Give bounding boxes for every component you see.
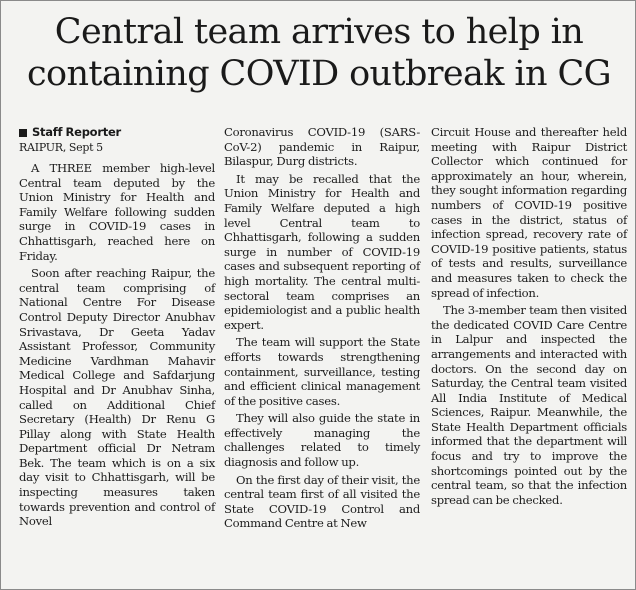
dateline: RAIPUR, Sept 5 (19, 141, 103, 154)
byline (19, 125, 215, 140)
column-1 (19, 125, 215, 529)
paragraph: On the first day of their visit, the central team first of all visited the State COVID-19 Control and Command Centre at New (224, 472, 420, 531)
column-3 (431, 125, 627, 507)
paragraph: They will also guide the state in effectively managing the challenges related to timely diagnosis and follow up. (224, 411, 420, 470)
byline-text: Staff Reporter (32, 125, 121, 139)
paragraph: The team will support the State efforts towards strengthening containment, surveillance, testing and efficient clinical management of the positive cases. (224, 335, 420, 408)
paragraph: Coronavirus COVID-19 (SARS-CoV-2) pandemic in Raipur, Bilaspur, Durg districts. (224, 125, 420, 169)
headline: Central team arrives to help in containing COVID outbreak in CG (26, 12, 612, 94)
paragraph: The 3-member team then visited the dedicated COVID Care Centre in Lalpur and inspected the arrangements and interacted with doctors. On the second day on Saturday, the Central team visited All India Institute of Medical Sciences, Raipur. Meanwhile, the State Health Department officials informed that the department will focus and try to improve the shortcomings pointed out by the central team, so that the infection spread can be checked. (431, 303, 627, 507)
paragraph: A THREE member high-level Central team deputed by the Union Ministry for Health and Family Welfare following sudden surge in COVID-19 cases in Chhattisgarh, reached here on Friday. (19, 161, 215, 263)
paragraph: Circuit House and thereafter held meeting with Raipur District Collector which continued for approximately an hour, wherein, they sought information regarding numbers of COVID-19 positive cases in the district, status of infection spread, recovery rate of COVID-19 positive patients, status of tests and results, surveillance and measures taken to check the spread of infection. (431, 125, 627, 300)
column-2 (224, 125, 420, 531)
paragraph: Soon after reaching Raipur, the central team comprising of National Centre For Disease Control Deputy Director Anubhav Srivastava, Dr Geeta Yadav Assistant Professor, Community Medicine Vardhman Mahavir Medical College and Safdarjung Hospital and Dr Anubhav Sinha, called on Additional Chief Secretary (Health) Dr Renu G Pillay along with State Health Department official Dr Netram Bek. The team which is on a six day visit to Chhattisgarh, will be inspecting measures taken towards prevention and control of Novel (19, 266, 215, 529)
byline-square-icon (19, 129, 27, 137)
paragraph: It may be recalled that the Union Ministry for Health and Family Welfare deputed a high level Central team to Chhattisgarh, following a sudden surge in number of COVID-19 cases and subsequent reporting of high mortality. The central multi-sectoral team comprises an epidemiologist and a public health expert. (224, 171, 420, 332)
